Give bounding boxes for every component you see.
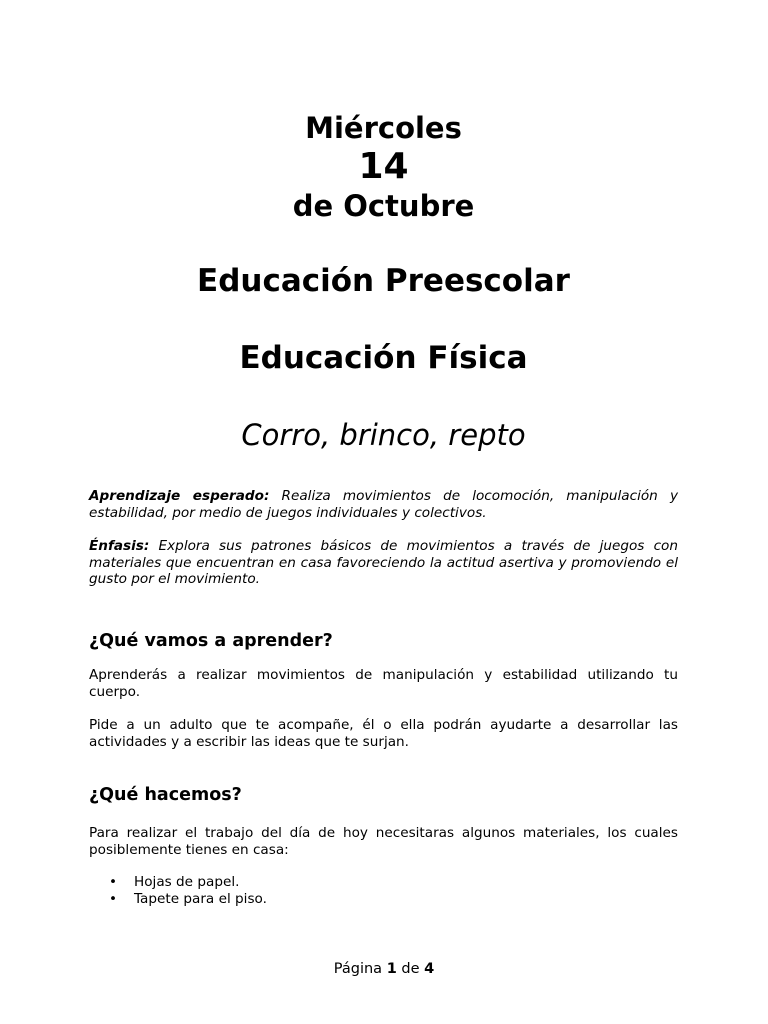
- lesson-title: Corro, brinco, repto: [241, 418, 526, 452]
- hacemos-paragraph-1: Para realizar el trabajo del día de hoy necesitaras algunos materiales, los cuales posiblemente tienes en casa:: [89, 825, 678, 858]
- list-item: • Hojas de papel.: [109, 874, 240, 890]
- enfasis-label: Énfasis:: [89, 538, 150, 554]
- list-item: • Tapete para el piso.: [109, 890, 267, 907]
- subject-title: Educación Física: [239, 340, 528, 376]
- bullet-icon: •: [109, 890, 118, 907]
- section-heading-hacemos: ¿Qué hacemos?: [89, 785, 242, 805]
- aprendizaje-text: Realiza movimientos de locomoción, manipulación y estabilidad, por medio de juegos individuales y colectivos.: [89, 488, 678, 521]
- aprendizaje-label: Aprendizaje esperado:: [89, 488, 270, 504]
- day-name: Miércoles: [305, 111, 462, 145]
- aprender-paragraph-1: Aprenderás a realizar movimientos de manipulación y estabilidad utilizando tu cuerpo.: [89, 667, 678, 700]
- month: de Octubre: [292, 189, 475, 223]
- of-word: de: [401, 961, 420, 977]
- page-word: Página: [333, 961, 383, 977]
- enfasis-text: Explora sus patrones básicos de movimientos a través de juegos con materiales que encuentran en casa favoreciendo la actitud asertiva y promoviendo el gusto por el movimiento.: [89, 538, 678, 588]
- current-page: 1: [386, 961, 397, 977]
- total-pages: 4: [424, 961, 435, 977]
- enfasis-paragraph: [89, 538, 678, 588]
- day-number: 14: [358, 146, 409, 187]
- education-level: Educación Preescolar: [197, 263, 570, 299]
- aprender-paragraph-2: Pide a un adulto que te acompañe, él o ella podrán ayudarte a desarrollar las actividades y a escribir las ideas que te surjan.: [89, 717, 678, 750]
- section-heading-aprender: ¿Qué vamos a aprender?: [89, 631, 333, 651]
- bullet-icon: •: [109, 874, 118, 890]
- materials-list: [89, 874, 678, 907]
- page-footer: [0, 959, 768, 979]
- aprendizaje-paragraph: [89, 488, 678, 521]
